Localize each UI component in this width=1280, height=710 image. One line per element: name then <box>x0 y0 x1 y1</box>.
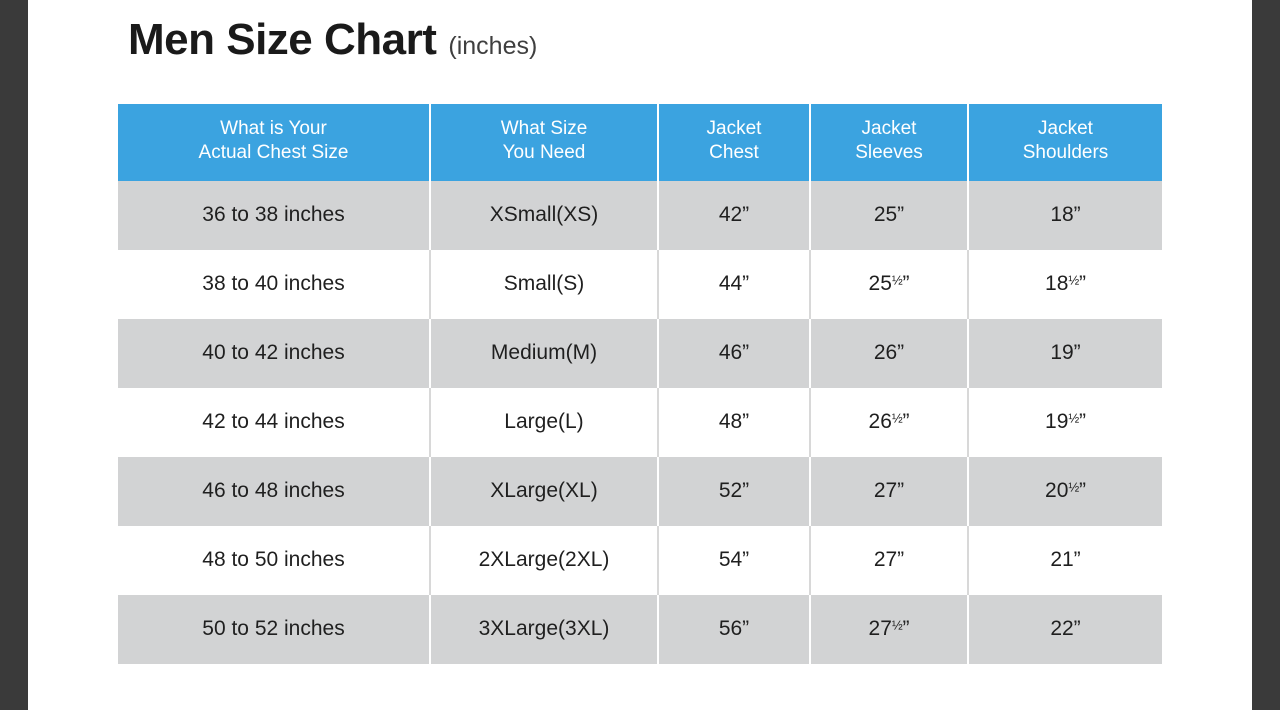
table-cell: 46 to 48 inches <box>118 457 430 526</box>
table-cell: 26” <box>810 319 968 388</box>
table-row <box>118 319 1162 388</box>
table-cell: $25^{\frac{1}{2}}$” <box>810 250 968 319</box>
table-cell: 56” <box>658 595 810 664</box>
column-header-jacket-sleeves <box>810 104 968 181</box>
table-header-row <box>118 104 1162 181</box>
table-body <box>118 181 1162 664</box>
size-chart-table-wrap <box>118 104 1162 664</box>
column-header-jacket-shoulders <box>968 104 1162 181</box>
page-title <box>128 16 537 64</box>
header-line-1: What Size <box>500 118 588 139</box>
right-rail <box>1252 0 1280 710</box>
table-cell: 27” <box>810 526 968 595</box>
table-cell: $27^{\frac{1}{2}}$” <box>810 595 968 664</box>
table-row <box>118 457 1162 526</box>
table-cell: 42” <box>658 181 810 250</box>
table-row <box>118 388 1162 457</box>
title-main: Men Size Chart <box>128 15 437 64</box>
table-cell: $19^{\frac{1}{2}}$” <box>968 388 1162 457</box>
table-cell: 21” <box>968 526 1162 595</box>
table-cell: $18^{\frac{1}{2}}$” <box>968 250 1162 319</box>
table-cell: 54” <box>658 526 810 595</box>
table-cell: 22” <box>968 595 1162 664</box>
table-header <box>118 104 1162 181</box>
table-cell: XSmall(XS) <box>430 181 658 250</box>
table-cell: 2XLarge(2XL) <box>430 526 658 595</box>
table-cell: 18” <box>968 181 1162 250</box>
table-cell: 19” <box>968 319 1162 388</box>
table-cell: 42 to 44 inches <box>118 388 430 457</box>
header-line-1: Jacket <box>1038 118 1093 139</box>
title-subtitle: (inches) <box>448 32 538 60</box>
column-header-actual-chest-size <box>118 104 430 181</box>
table-cell: Medium(M) <box>430 319 658 388</box>
table-cell: 46” <box>658 319 810 388</box>
header-line-2: Actual Chest Size <box>198 142 349 164</box>
table-cell: Large(L) <box>430 388 658 457</box>
table-cell: 48 to 50 inches <box>118 526 430 595</box>
table-cell: 48” <box>658 388 810 457</box>
header-line-2: Chest <box>709 142 759 164</box>
table-cell: 25” <box>810 181 968 250</box>
table-cell: $20^{\frac{1}{2}}$” <box>968 457 1162 526</box>
table-cell: $26^{\frac{1}{2}}$” <box>810 388 968 457</box>
table-cell: 27” <box>810 457 968 526</box>
column-header-jacket-chest <box>658 104 810 181</box>
table-cell: 52” <box>658 457 810 526</box>
header-line-1: Jacket <box>706 118 762 139</box>
header-line-1: What is Your <box>220 118 327 139</box>
table-cell: XLarge(XL) <box>430 457 658 526</box>
table-cell: 36 to 38 inches <box>118 181 430 250</box>
table-cell: Small(S) <box>430 250 658 319</box>
table-row <box>118 526 1162 595</box>
column-header-size-you-need <box>430 104 658 181</box>
left-rail <box>0 0 28 710</box>
slide-page <box>28 0 1252 710</box>
table-cell: 50 to 52 inches <box>118 595 430 664</box>
header-line-2: Shoulders <box>1022 142 1109 164</box>
table-cell: 40 to 42 inches <box>118 319 430 388</box>
table-cell: 38 to 40 inches <box>118 250 430 319</box>
header-line-1: Jacket <box>861 118 917 139</box>
size-chart-table <box>118 104 1162 664</box>
table-cell: 44” <box>658 250 810 319</box>
table-row <box>118 250 1162 319</box>
table-cell: 3XLarge(3XL) <box>430 595 658 664</box>
table-row <box>118 595 1162 664</box>
table-row <box>118 181 1162 250</box>
header-line-2: You Need <box>502 142 586 164</box>
header-line-2: Sleeves <box>855 142 923 164</box>
